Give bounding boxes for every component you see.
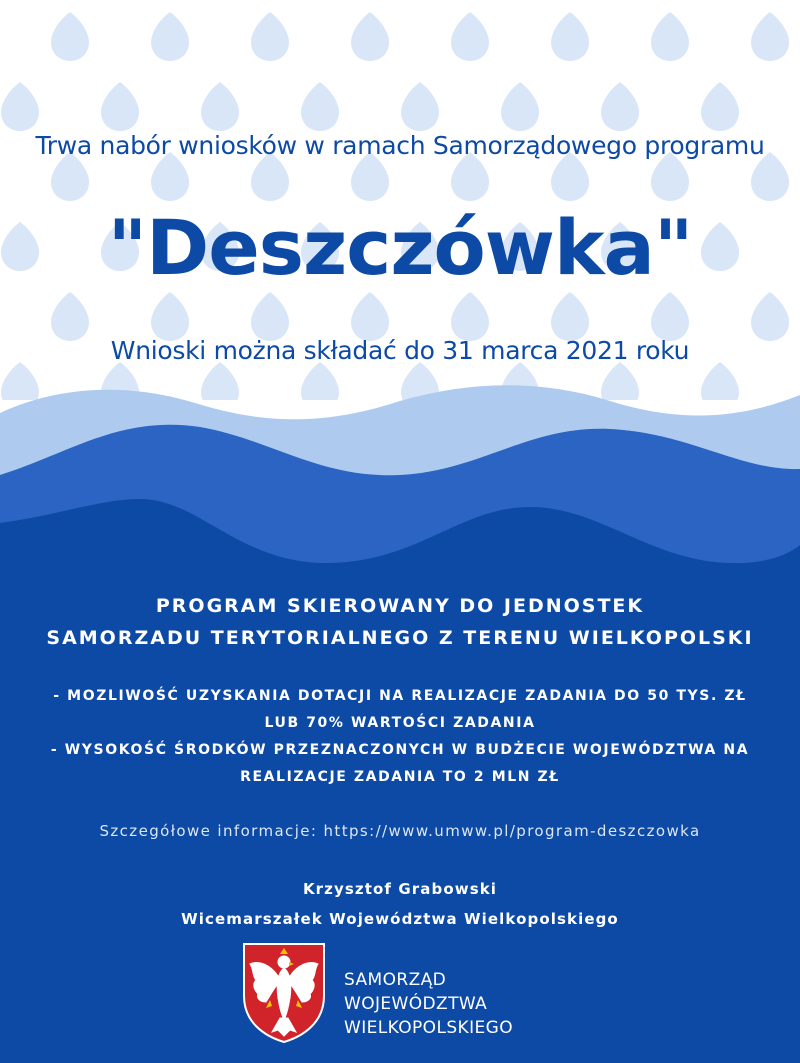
signature-block bbox=[0, 874, 800, 934]
raindrop-icon bbox=[701, 82, 739, 131]
raindrop-icon bbox=[401, 82, 439, 131]
target-audience bbox=[0, 590, 800, 654]
bullet-2-line-2: REALIZACJE ZADANIA TO 2 MLN ZŁ bbox=[240, 769, 560, 785]
signatory-name: Krzysztof Grabowski bbox=[302, 880, 498, 898]
deadline-text: Wnioski można składać do 31 marca 2021 roku bbox=[110, 336, 690, 365]
raindrop-icon bbox=[301, 82, 339, 131]
program-details bbox=[0, 683, 800, 791]
raindrop-icon bbox=[351, 12, 389, 61]
bullet-1-line-1: - MOZLIWOŚĆ UZYSKANIA DOTACJI NA REALIZACJE ZADANIA DO 50 TYS. ZŁ bbox=[53, 688, 747, 704]
program-subtitle: Trwa nabór wniosków w ramach Samorządowego programu bbox=[35, 131, 765, 160]
details-link-text: Szczegółowe informacje: https://www.umww.pl/program-deszczowka bbox=[99, 822, 701, 840]
raindrop-icon bbox=[451, 12, 489, 61]
organization-name-line-2: WIELKOPOLSKIEGO bbox=[344, 1018, 513, 1038]
raindrop-icon bbox=[151, 12, 189, 61]
bullet-2-line-1: - WYSOKOŚĆ ŚRODKÓW PRZEZNACZONYCH W BUDŻECIE WOJEWÓDZTWA NA bbox=[50, 742, 750, 758]
program-title: "Deszczówka" bbox=[107, 203, 693, 292]
target-line-2: SAMORZADU TERYTORIALNEGO Z TERENU WIELKOPOLSKI bbox=[46, 627, 754, 649]
organization-name-line-1: SAMORZĄD WOJEWÓDZTWA bbox=[344, 970, 488, 1014]
raindrop-icon bbox=[101, 82, 139, 131]
raindrop-icon bbox=[651, 12, 689, 61]
organization-logo bbox=[240, 940, 580, 1045]
raindrop-icon bbox=[501, 82, 539, 131]
raindrop-icon bbox=[201, 82, 239, 131]
eagle-crest-icon bbox=[240, 940, 328, 1044]
raindrop-icon bbox=[601, 82, 639, 131]
raindrop-icon bbox=[51, 12, 89, 61]
waves-decoration bbox=[0, 375, 800, 575]
target-line-1: PROGRAM SKIEROWANY DO JEDNOSTEK bbox=[155, 595, 645, 617]
signatory-role: Wicemarszałek Województwa Wielkopolskiego bbox=[181, 910, 619, 928]
raindrop-icon bbox=[251, 12, 289, 61]
raindrop-icon bbox=[751, 12, 789, 61]
raindrop-icon bbox=[1, 82, 39, 131]
bullet-1-line-2: LUB 70% WARTOŚCI ZADANIA bbox=[264, 715, 536, 731]
organization-name bbox=[344, 968, 580, 1040]
raindrop-icon bbox=[551, 12, 589, 61]
